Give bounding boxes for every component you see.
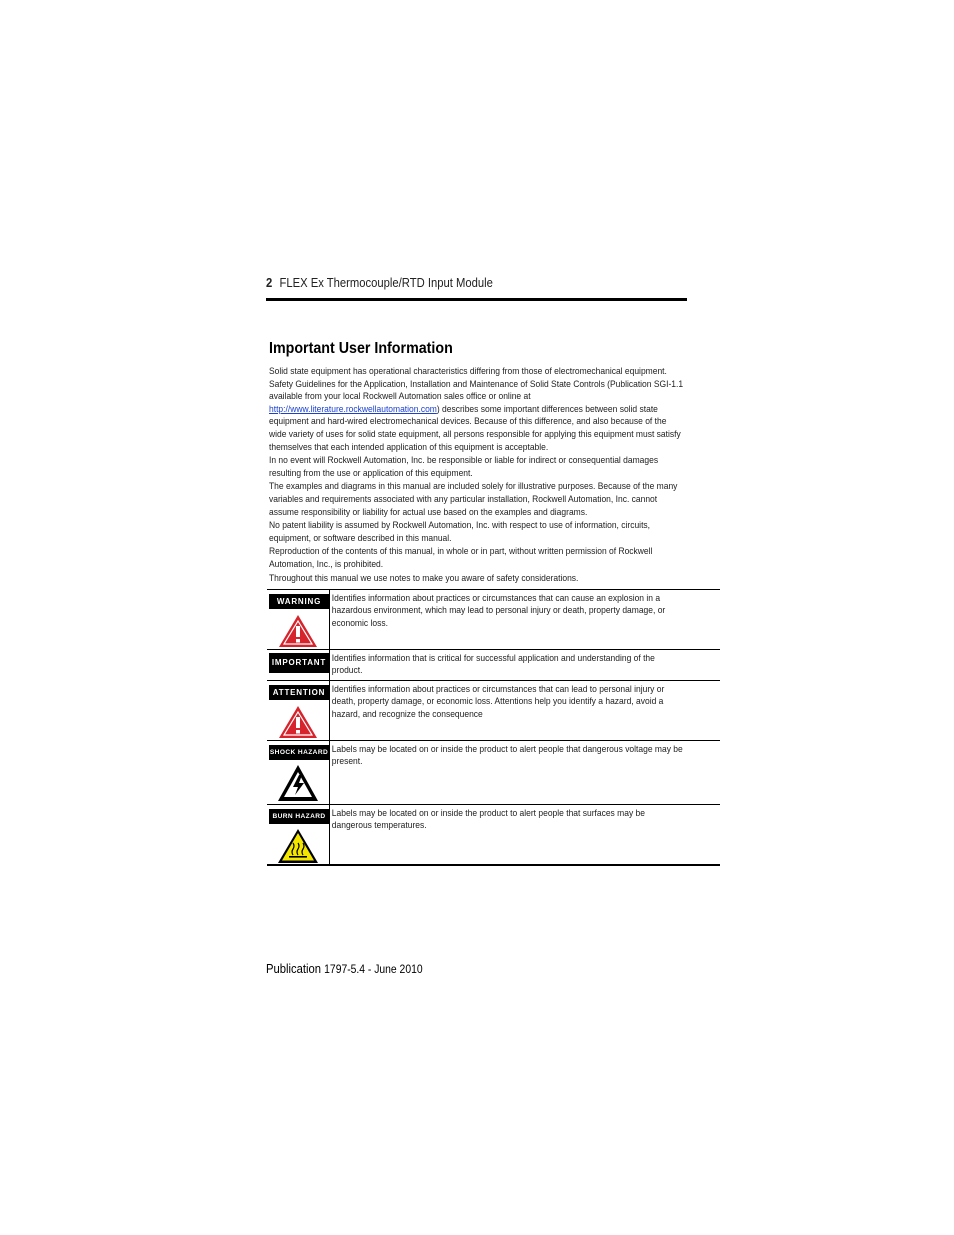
burn-hazard-badge: BURN HAZARD bbox=[269, 809, 329, 824]
important-badge: IMPORTANT bbox=[269, 653, 329, 673]
note-row-warning bbox=[267, 590, 720, 650]
header-rule bbox=[266, 298, 687, 301]
paragraph-4: No patent liability is assumed by Rockwell Automation, Inc. with respect to use of information, circuits, equipment, or software described in this manual. bbox=[269, 519, 651, 543]
note-row-burn-hazard bbox=[267, 805, 720, 866]
body-text bbox=[269, 365, 685, 585]
shock-hazard-icon bbox=[277, 764, 319, 802]
page-number: 2 bbox=[266, 276, 273, 290]
literature-link[interactable]: http://www.literature.rockwellautomation.com bbox=[269, 402, 437, 414]
paragraph-2: In no event will Rockwell Automation, Inc. be responsible or liable for indirect or consequential damages resulting from the use or application of this equipment. bbox=[269, 454, 659, 478]
safety-notes-table bbox=[267, 589, 720, 866]
header-title: FLEX Ex Thermocouple/RTD Input Module bbox=[279, 276, 493, 290]
attention-badge: ATTENTION bbox=[269, 685, 329, 700]
shock-hazard-badge: SHOCK HAZARD bbox=[269, 745, 329, 760]
paragraph-6: Throughout this manual we use notes to make you aware of safety considerations. bbox=[269, 571, 579, 583]
attention-triangle-icon bbox=[277, 704, 319, 740]
warning-description: Identifies information about practices or circumstances that can cause an explosion in a hazardous environment, which may lead to personal injury or death, property damage, or economic loss. bbox=[331, 592, 666, 628]
publication-number: 1797-5.4 bbox=[324, 964, 366, 976]
warning-triangle-icon bbox=[277, 613, 319, 649]
footer-label: Publication bbox=[266, 962, 322, 976]
publication-date: - June 2010 bbox=[365, 964, 423, 976]
burn-hazard-icon bbox=[277, 828, 319, 864]
attention-description: Identifies information about practices or circumstances that can lead to personal injury or death, property damage, or economic loss. Attentions help you identify a hazard, avoid a hazard, and recognize the consequence bbox=[331, 683, 665, 719]
note-row-important bbox=[267, 650, 720, 681]
important-description: Identifies information that is critical for successful application and understanding of the product. bbox=[331, 652, 655, 676]
warning-badge: WARNING bbox=[269, 594, 329, 609]
note-row-attention bbox=[267, 681, 720, 741]
paragraph-1: Solid state equipment has operational characteristics differing from those of electromechanical equipment. Safety Guidelines for the Application, Installation and Maintenance of Solid State Controls (Publication SGI-1.1 available from your local Rockwell Automation sales office or online at http://www.literature.rockwellautomation.com) describes some important differences between solid state equipment and hard-wired electromechanical devices. Because of this difference, and also because of the wide variety of uses for solid state equipment, all persons responsible for applying this equipment must satisfy themselves that each intended application of this equipment is acceptable. bbox=[269, 365, 684, 452]
page-footer bbox=[266, 962, 423, 976]
page-header bbox=[266, 276, 644, 290]
shock-hazard-description: Labels may be located on or inside the product to alert people that dangerous voltage may be present. bbox=[331, 743, 683, 767]
section-title: Important User Information bbox=[269, 340, 453, 357]
note-row-shock-hazard bbox=[267, 741, 720, 805]
burn-hazard-description: Labels may be located on or inside the product to alert people that surfaces may be dangerous temperatures. bbox=[331, 807, 645, 831]
paragraph-5: Reproduction of the contents of this manual, in whole or in part, without written permission of Rockwell Automation, Inc., is prohibited. bbox=[269, 545, 653, 569]
paragraph-3: The examples and diagrams in this manual are included solely for illustrative purposes. Because of the many variables and requirements associated with any particular installation, Rockwell Automation, Inc. cannot assume responsibility or liability for actual use based on the examples and diagrams. bbox=[269, 480, 678, 517]
